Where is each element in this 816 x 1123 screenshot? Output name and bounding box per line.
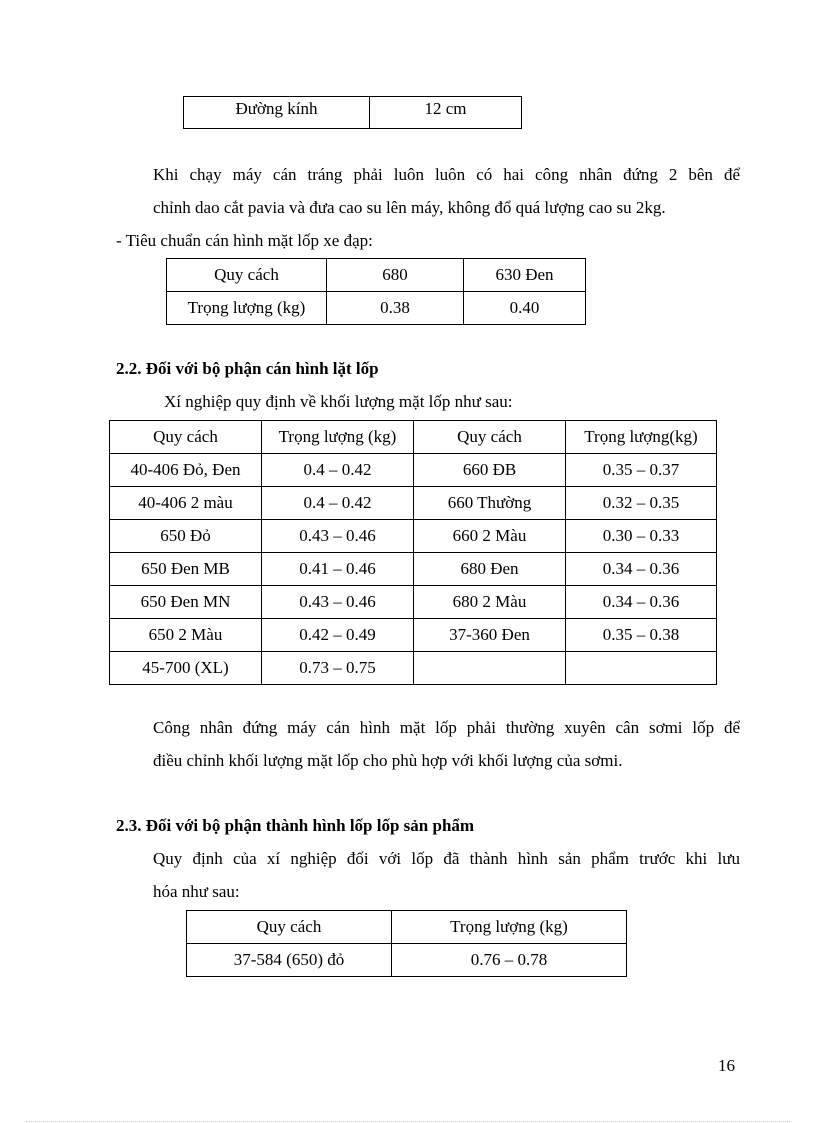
cell bbox=[566, 652, 717, 685]
table-row bbox=[110, 421, 717, 454]
table-row bbox=[110, 520, 717, 553]
bike-row-label: Trọng lượng (kg) bbox=[167, 292, 327, 325]
table-row bbox=[110, 487, 717, 520]
cell: 680 Đen bbox=[414, 553, 566, 586]
cell: 650 Đen MN bbox=[110, 586, 262, 619]
cell: 0.32 – 0.35 bbox=[566, 487, 717, 520]
cell: 0.43 – 0.46 bbox=[262, 586, 414, 619]
cell: 660 2 Màu bbox=[414, 520, 566, 553]
product-header-spec: Quy cách bbox=[187, 911, 392, 944]
weights-header-weight-2: Trọng lượng(kg) bbox=[566, 421, 717, 454]
section-2-2-title: 2.2. Đối với bộ phận cán hình lặt lốp bbox=[116, 359, 379, 378]
cell: 45-700 (XL) bbox=[110, 652, 262, 685]
diameter-value: 12 cm bbox=[370, 97, 522, 129]
cell: 0.35 – 0.37 bbox=[566, 454, 717, 487]
section-2-3-line-2: hóa như sau: bbox=[153, 882, 240, 901]
product-row-spec: 37-584 (650) đỏ bbox=[187, 944, 392, 977]
cell: 650 Đỏ bbox=[110, 520, 262, 553]
cell: 0.35 – 0.38 bbox=[566, 619, 717, 652]
tread-weight-table bbox=[109, 420, 717, 685]
cell: 660 ĐB bbox=[414, 454, 566, 487]
table-row bbox=[110, 553, 717, 586]
table-row bbox=[110, 652, 717, 685]
cell: 0.43 – 0.46 bbox=[262, 520, 414, 553]
cell: 650 Đen MB bbox=[110, 553, 262, 586]
paragraph-tread-operator-2: điều chỉnh khối lượng mặt lốp cho phù hợp với khối lượng của sơmi. bbox=[153, 751, 623, 770]
cell: 0.4 – 0.42 bbox=[262, 487, 414, 520]
cell: 0.41 – 0.46 bbox=[262, 553, 414, 586]
section-2-2-intro: Xí nghiệp quy định về khối lượng mặt lốp như sau: bbox=[164, 392, 513, 411]
weights-header-weight-1: Trọng lượng (kg) bbox=[262, 421, 414, 454]
bike-row-680: 0.38 bbox=[327, 292, 464, 325]
weights-header-spec-2: Quy cách bbox=[414, 421, 566, 454]
page-number: 16 bbox=[718, 1056, 735, 1075]
cell: 40-406 Đỏ, Đen bbox=[110, 454, 262, 487]
footer-divider bbox=[26, 1121, 790, 1122]
cell: 650 2 Màu bbox=[110, 619, 262, 652]
section-2-3-line-1: Quy định của xí nghiệp đối với lốp đã thành hình sản phẩm trước khi lưu bbox=[153, 849, 740, 868]
cell: 0.34 – 0.36 bbox=[566, 553, 717, 586]
table-row bbox=[110, 454, 717, 487]
product-header-weight: Trọng lượng (kg) bbox=[392, 911, 627, 944]
product-row-weight: 0.76 – 0.78 bbox=[392, 944, 627, 977]
diameter-table bbox=[183, 96, 522, 129]
table-row bbox=[110, 619, 717, 652]
cell: 660 Thường bbox=[414, 487, 566, 520]
bullet-bike-tread-standard: - Tiêu chuẩn cán hình mặt lốp xe đạp: bbox=[116, 231, 373, 250]
cell: 0.4 – 0.42 bbox=[262, 454, 414, 487]
weights-header-spec-1: Quy cách bbox=[110, 421, 262, 454]
cell: 37-360 Đen bbox=[414, 619, 566, 652]
bike-header-spec: Quy cách bbox=[167, 259, 327, 292]
bike-row-630: 0.40 bbox=[464, 292, 586, 325]
paragraph-rolling-machine-2: chỉnh dao cắt pavia và đưa cao su lên máy, không đổ quá lượng cao su 2kg. bbox=[153, 198, 666, 217]
diameter-label: Đường kính bbox=[184, 97, 370, 129]
cell: 0.34 – 0.36 bbox=[566, 586, 717, 619]
bike-tread-table bbox=[166, 258, 586, 325]
section-2-3-title: 2.3. Đối với bộ phận thành hình lốp lốp sản phẩm bbox=[116, 816, 475, 835]
paragraph-tread-operator-1: Công nhân đứng máy cán hình mặt lốp phải thường xuyên cân sơmi lốp để bbox=[153, 718, 740, 737]
cell: 0.30 – 0.33 bbox=[566, 520, 717, 553]
cell: 0.73 – 0.75 bbox=[262, 652, 414, 685]
paragraph-rolling-machine-1: Khi chạy máy cán tráng phải luôn luôn có hai công nhân đứng 2 bên để bbox=[153, 165, 740, 184]
cell: 0.42 – 0.49 bbox=[262, 619, 414, 652]
bike-header-630: 630 Đen bbox=[464, 259, 586, 292]
table-row bbox=[110, 586, 717, 619]
product-weight-table bbox=[186, 910, 627, 977]
bike-header-680: 680 bbox=[327, 259, 464, 292]
cell: 680 2 Màu bbox=[414, 586, 566, 619]
cell bbox=[414, 652, 566, 685]
cell: 40-406 2 màu bbox=[110, 487, 262, 520]
